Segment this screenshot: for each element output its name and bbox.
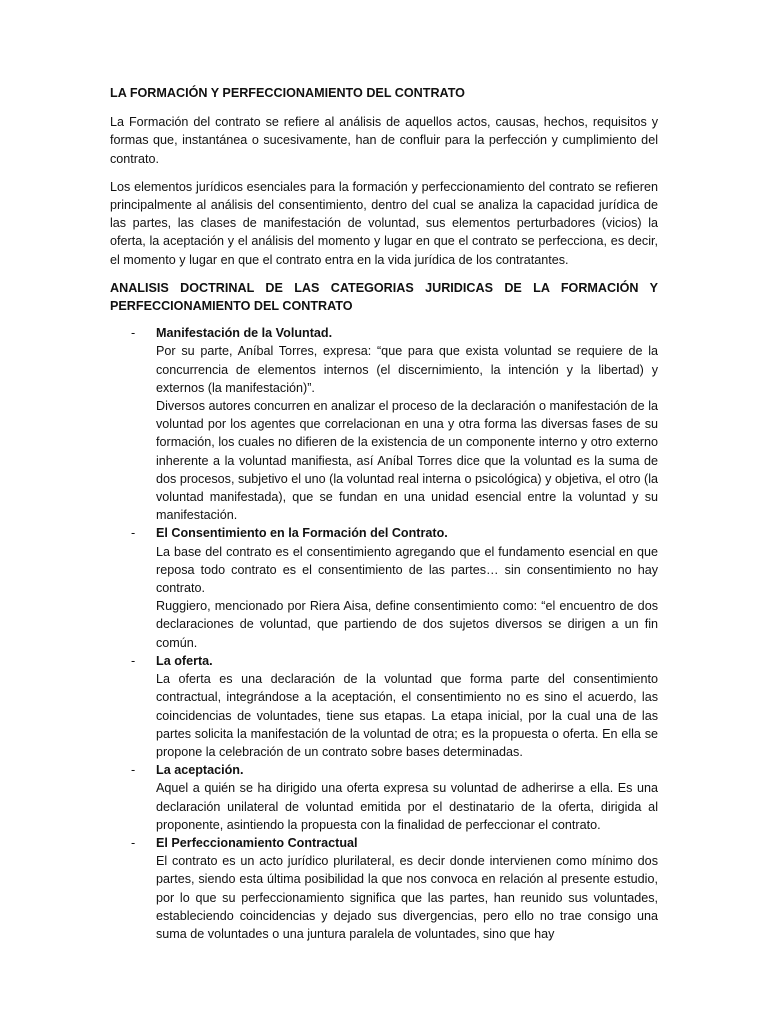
item-heading: La aceptación.: [156, 763, 244, 778]
item-heading: Manifestación de la Voluntad.: [156, 326, 333, 341]
item-paragraph: La oferta es una declaración de la voluntad que forma parte del consentimiento contractual, integrándose a la aceptación, el consentimiento no es sino el acuerdo, las coincidencias de voluntades, tiene sus etapas. La etapa inicial, por la cual una de las partes solicita la manifestación de la voluntad de otra; es la propuesta o oferta. En ella se propone la celebración de un contrato sobre bases determinadas.: [156, 672, 658, 759]
intro-paragraph-2: Los elementos jurídicos esenciales para la formación y perfeccionamiento del contrato se refieren principalmente al análisis del consentimiento, dentro del cual se analiza la capacidad jurídica de las partes, las clases de manifestación de voluntad, sus elementos perturbadores (vicios) la oferta, la aceptación y el análisis del momento y lugar en que el contrato se perfecciona, es decir, el momento y lugar en que el contrato entra en la vida jurídica de los contratantes.: [110, 179, 658, 267]
list-item: [110, 652, 658, 761]
item-paragraph: Diversos autores concurren en analizar el proceso de la declaración o manifestación de la voluntad por los agentes que correlacionan en una y otra forma las diversas fases de su formación, los cuales no difieren de la existencia de un componente interno y otro externo inherente a la voluntad manifiesta, así Aníbal Torres dice que la voluntad es la suma de dos procesos, subjetivo el uno (la voluntad real interna o psicológica) y objetiva, el otro (la voluntad manifestada), que se fundan en una unidad esencial entre la voluntad y su manifestación.: [156, 399, 658, 523]
bullet-marker: -: [131, 526, 136, 541]
list-item: [110, 761, 658, 834]
list-item: [110, 834, 658, 943]
item-paragraph: Aquel a quién se ha dirigido una oferta expresa su voluntad de adherirse a ella. Es una declaración unilateral de voluntad emitida por el destinatario de la oferta, dirigida al proponente, asintiendo la propuesta con la finalidad de perfeccionar el contrato.: [156, 781, 658, 832]
item-paragraph: Ruggiero, mencionado por Riera Aisa, define consentimiento como: “el encuentro de dos declaraciones de voluntad, que partiendo de dos sujetos diversos se dirigen a un fin común.: [156, 599, 658, 650]
bullet-marker: -: [131, 326, 136, 341]
document-page: [110, 84, 658, 943]
item-paragraph: El contrato es un acto jurídico plurilateral, es decir donde intervienen como mínimo dos partes, siendo esta última posibilidad la que nos convoca en relación al presente estudio, por lo que su perfeccionamiento significa que las partes, han reunido sus voluntades, estableciendo coincidencias y dejado sus divergencias, pero ello no trae consigo una suma de voluntades o una juntura paralela de voluntades, sino que hay: [156, 854, 658, 941]
item-heading: El Consentimiento en la Formación del Contrato.: [156, 526, 448, 541]
bullet-marker: -: [131, 763, 136, 778]
list-item: [110, 324, 658, 524]
item-paragraph: La base del contrato es el consentimiento agregando que el fundamento esencial en que reposa todo contrato es el consentimiento de las partes… sin consentimiento no hay contrato.: [156, 544, 658, 596]
item-paragraph: Por su parte, Aníbal Torres, expresa: “que para que exista voluntad se requiere de la concurrencia de elementos internos (el discernimiento, la intención y la libertad) y externos (la manifestación)”.: [156, 344, 658, 395]
list-item: [110, 524, 658, 651]
bullet-marker: -: [131, 653, 136, 668]
bullet-marker: -: [131, 835, 136, 850]
category-list: [110, 324, 658, 943]
section-heading: ANALISIS DOCTRINAL DE LAS CATEGORIAS JURIDICAS DE LA FORMACIÓN Y PERFECCIONAMIENTO DEL CONTRATO: [110, 280, 658, 314]
item-heading: El Perfeccionamiento Contractual: [156, 835, 358, 850]
item-heading: La oferta.: [156, 653, 213, 668]
document-title: LA FORMACIÓN Y PERFECCIONAMIENTO DEL CONTRATO: [110, 86, 465, 100]
intro-paragraph-1: La Formación del contrato se refiere al análisis de aquellos actos, causas, hechos, requisitos y formas que, instantánea o sucesivamente, han de confluir para la perfección y cumplimiento del contrato.: [110, 115, 658, 166]
